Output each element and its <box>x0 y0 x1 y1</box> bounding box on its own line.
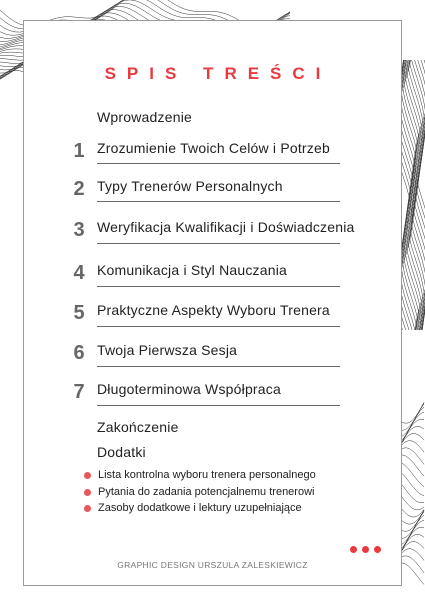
toc-chapter-7[interactable]: Długoterminowa Współpraca <box>97 381 281 397</box>
appendix-item-2[interactable]: Pytania do zadania potencjalnemu trenerowi <box>98 486 315 498</box>
toc-conclusion[interactable]: Zakończenie <box>97 419 179 435</box>
chapter-number-6: 6 <box>73 342 85 364</box>
toc-chapter-2[interactable]: Typy Trenerów Personalnych <box>97 178 283 194</box>
divider <box>97 201 340 202</box>
toc-chapter-1[interactable]: Zrozumienie Twoich Celów i Potrzeb <box>97 140 330 156</box>
toc-chapter-4[interactable]: Komunikacja i Styl Nauczania <box>97 262 288 278</box>
chapter-number-7: 7 <box>73 381 85 403</box>
chapter-number-1: 1 <box>73 140 85 162</box>
divider <box>97 366 340 367</box>
divider <box>97 163 340 164</box>
bullet-icon <box>84 472 91 479</box>
chapter-number-3: 3 <box>73 219 85 241</box>
divider <box>97 405 340 406</box>
divider <box>97 243 340 244</box>
footer-credit: GRAPHIC DESIGN URSZULA ZALESKIEWICZ <box>117 560 308 570</box>
chapter-number-2: 2 <box>73 178 85 200</box>
toc-appendix-title[interactable]: Dodatki <box>97 444 146 460</box>
toc-chapter-5[interactable]: Praktyczne Aspekty Wyboru Trenera <box>97 302 330 318</box>
page-title: SPIS TREŚCI <box>104 64 332 83</box>
toc-chapter-3[interactable]: Weryfikacja Kwalifikacji i Doświadczenia <box>97 219 355 235</box>
toc-intro[interactable]: Wprowadzenie <box>97 109 192 125</box>
chapter-number-4: 4 <box>73 262 85 284</box>
divider <box>97 326 340 327</box>
appendix-item-3[interactable]: Zasoby dodatkowe i lektury uzupełniające <box>98 502 302 514</box>
toc-chapter-6[interactable]: Twoja Pierwsza Sesja <box>97 342 238 358</box>
divider <box>97 286 340 287</box>
chapter-number-5: 5 <box>73 302 85 324</box>
bullet-icon <box>84 505 91 512</box>
bullet-icon <box>84 489 91 496</box>
appendix-item-1[interactable]: Lista kontrolna wyboru trenera personalnego <box>98 469 316 481</box>
